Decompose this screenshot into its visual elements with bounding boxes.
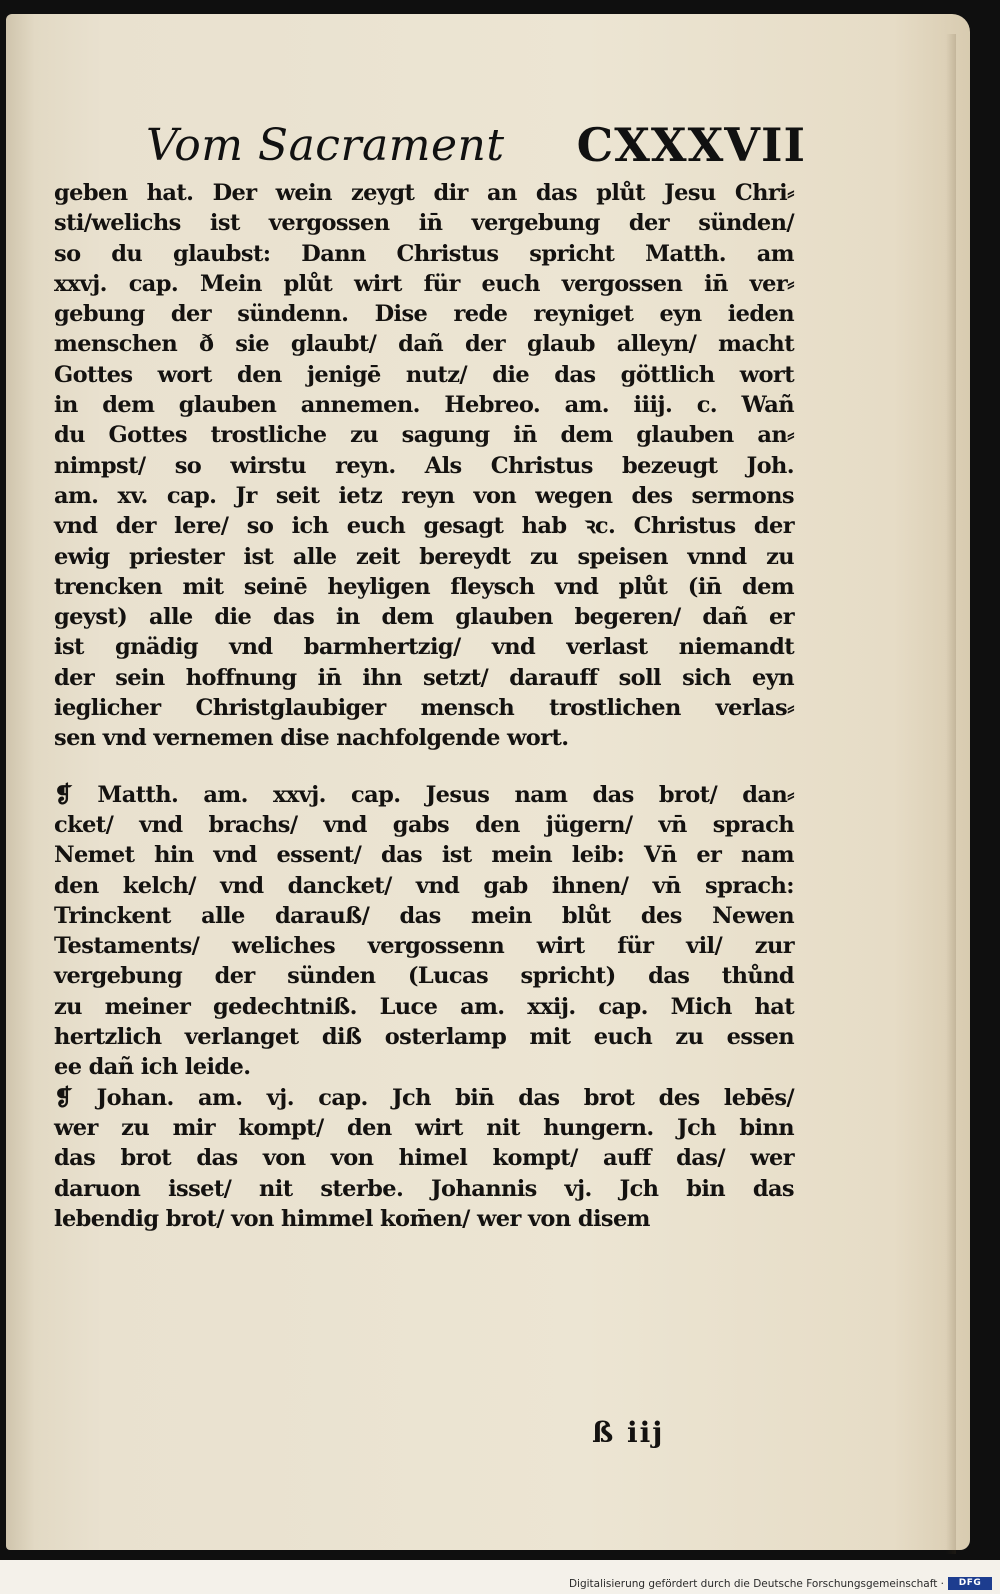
text-line: ewig priester ist alle zeit bereydt zu speisen vnnd zu: [54, 543, 794, 570]
paragraph-gap: [54, 754, 794, 780]
text-line: geyst) alle die das in dem glauben begeren/ dañ er: [54, 604, 794, 631]
text-line: sen vnd vernemen dise nachfolgende wort.: [54, 725, 569, 752]
text-line: sti/welichs ist vergossen in̄ vergebung der sünden/: [54, 210, 794, 237]
text-line: du Gottes trostliche zu sagung in̄ dem glauben an⸗: [54, 422, 794, 449]
text-line: Testaments/ weliches vergossenn wirt für vil/ zur: [54, 933, 794, 960]
running-head: [146, 102, 806, 172]
text-line: lebendig brot/ von himmel kom̄en/ wer von disem: [54, 1205, 650, 1232]
text-line: xxvj. cap. Mein plůt wirt für euch vergossen in̄ ver⸗: [54, 270, 794, 297]
text-line: so du glaubst: Dann Christus spricht Matth. am: [54, 240, 794, 267]
text-line: ist gnädig vnd barmhertzig/ vnd verlast niemandt: [54, 634, 794, 661]
text-line: der sein hoffnung in̄ ihn setzt/ darauff soll sich eyn: [54, 664, 794, 691]
body-text: [54, 178, 794, 1234]
text-line: Nemet hin vnd essent/ das ist mein leib: Vn̄ er nam: [54, 842, 794, 869]
text-line: gebung der sündenn. Dise rede reyniget eyn ieden: [54, 301, 794, 328]
text-line: ieglicher Christglaubiger mensch trostlichen verlas⸗: [54, 695, 794, 722]
text-line: ee dañ ich leide.: [54, 1054, 251, 1081]
text-line: vergebung der sünden (Lucas spricht) das thůnd: [54, 963, 794, 990]
text-line: ❡ Johan. am. vj. cap. Jch bin̄ das brot des lebēs/: [54, 1084, 794, 1111]
folio-number: CXXXVII: [576, 118, 806, 172]
text-line: wer zu mir kompt/ den wirt nit hungern. Jch binn: [54, 1114, 794, 1141]
text-line: Gottes wort den jenigē nutz/ die das göttlich wort: [54, 361, 794, 388]
text-line: daruon isset/ nit sterbe. Johannis vj. Jch bin das: [54, 1175, 794, 1202]
text-line: den kelch/ vnd dancket/ vnd gab ihnen/ vn̄ sprach:: [54, 872, 794, 899]
funding-credit: Digitalisierung gefördert durch die Deutsche Forschungsgemeinschaft ·: [568, 1578, 944, 1590]
text-line: zu meiner gedechtniß. Luce am. xxij. cap. Mich hat: [54, 993, 794, 1020]
text-line: das brot das von von himel kompt/ auff das/ wer: [54, 1145, 794, 1172]
text-line: vnd der lere/ so ich euch gesagt hab ꝛc. Christus der: [54, 513, 794, 540]
page-edge-shadow: [946, 34, 956, 1554]
paragraph: [54, 780, 794, 1083]
text-line: trencken mit seinē heyligen fleysch vnd plůt (in̄ dem: [54, 573, 794, 600]
signature-mark: ß iij: [592, 1416, 665, 1449]
text-line: geben hat. Der wein zeygt dir an das plůt Jesu Chri⸗: [54, 180, 794, 206]
running-head-title: Vom Sacrament: [146, 120, 505, 171]
text-line: menschen ð sie glaubt/ dañ der glaub alleyn/ macht: [54, 331, 794, 358]
text-line: Trinckent alle darauß/ das mein blůt des Newen: [54, 902, 794, 929]
text-line: nimpst/ so wirstu reyn. Als Christus bezeugt Joh.: [54, 452, 794, 479]
paragraph: [54, 178, 794, 754]
text-line: cket/ vnd brachs/ vnd gabs den jügern/ vn̄ sprach: [54, 811, 794, 838]
text-line: ❡ Matth. am. xxvj. cap. Jesus nam das brot/ dan⸗: [54, 781, 794, 808]
paragraph: [54, 1083, 794, 1234]
text-line: hertzlich verlanget diß osterlamp mit euch zu essen: [54, 1024, 794, 1051]
dfg-logo: DFG: [948, 1577, 992, 1590]
text-line: in dem glauben annemen. Hebreo. am. iiij. c. Wañ: [54, 392, 794, 419]
text-line: am. xv. cap. Jr seit ietz reyn von wegen des sermons: [54, 482, 794, 509]
